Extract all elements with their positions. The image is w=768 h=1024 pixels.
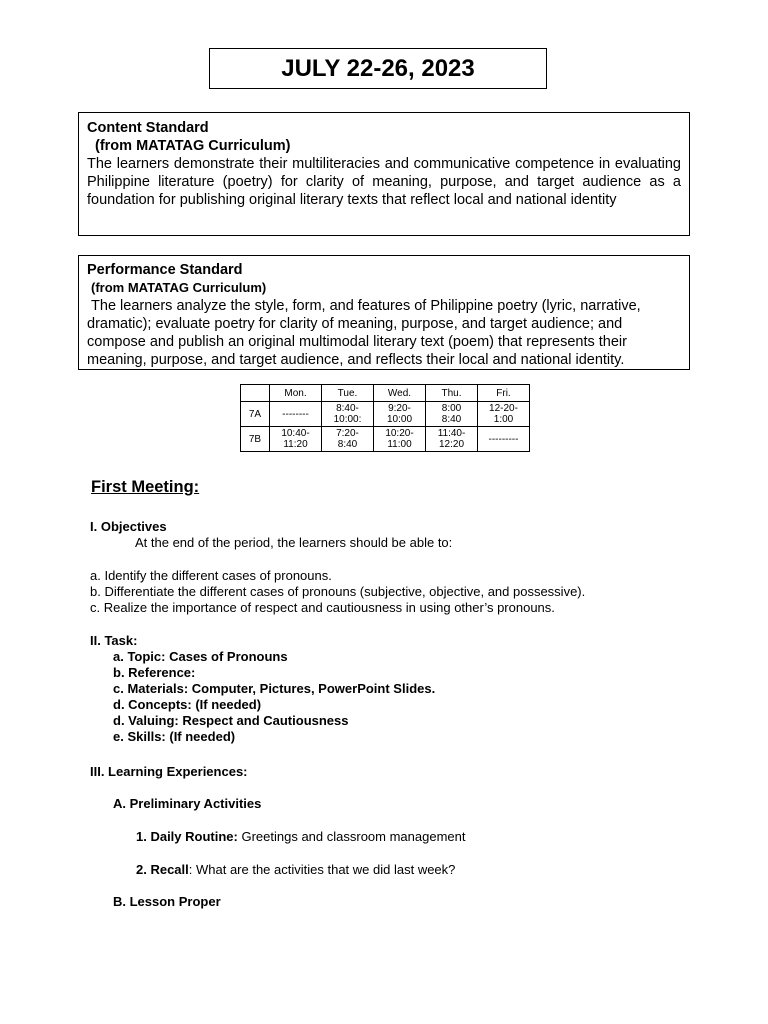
- schedule-cell: 11:40- 12:20: [426, 427, 478, 452]
- daily-routine-item: [136, 829, 465, 845]
- objectives-heading: I. Objectives: [90, 519, 167, 534]
- schedule-cell: 7:20- 8:40: [322, 427, 374, 452]
- schedule-row-7a: [241, 402, 530, 427]
- content-standard-body: The learners demonstrate their multiliteracies and communicative competence in evaluating Philippine literature (poetry) for clarity of meaning, purpose, and target audience as a foundation for publishing original literary texts that reflect local and national identity: [87, 156, 681, 208]
- objectives-section: [90, 519, 585, 616]
- performance-standard-heading: Performance Standard: [87, 262, 243, 278]
- schedule-table: [240, 384, 530, 452]
- learning-experiences-heading: III. Learning Experiences:: [90, 764, 248, 779]
- schedule-header-cell: Wed.: [374, 385, 426, 402]
- schedule-cell: --------: [270, 402, 322, 427]
- schedule-header-cell: Tue.: [322, 385, 374, 402]
- lesson-proper-heading: B. Lesson Proper: [113, 894, 221, 909]
- schedule-cell: 12-20- 1:00: [478, 402, 530, 427]
- schedule-cell: 7B: [241, 427, 270, 452]
- daily-routine-text: Greetings and classroom management: [237, 829, 466, 844]
- meeting-title: First Meeting:: [91, 478, 200, 496]
- schedule-header-cell: Mon.: [270, 385, 322, 402]
- schedule-header-row: [241, 385, 530, 402]
- schedule-cell: 8:40- 10:00:: [322, 402, 374, 427]
- schedule-header-cell: Fri.: [478, 385, 530, 402]
- date-title: JULY 22-26, 2023: [209, 48, 547, 89]
- performance-standard-body: The learners analyze the style, form, and features of Philippine poetry (lyric, narrative, dramatic); evaluate poetry for clarity of meaning, purpose, and target audience; and compose and publish an original multimodal literary text (poem) that represents their meaning, purpose, and target audience, and reflects their local and national identity.: [87, 298, 645, 368]
- objectives-intro: At the end of the period, the learners should be able to:: [135, 535, 453, 550]
- schedule-row-7b: [241, 427, 530, 452]
- objective-item: b. Differentiate the different cases of pronouns (subjective, objective, and possessive).: [90, 584, 586, 599]
- daily-routine-label: 1. Daily Routine:: [136, 829, 238, 844]
- schedule-cell: 8:00 8:40: [426, 402, 478, 427]
- recall-label: 2. Recall: [136, 862, 189, 877]
- objective-item: c. Realize the importance of respect and cautiousness in using other’s pronouns.: [90, 600, 555, 615]
- content-standard-source: (from MATATAG Curriculum): [95, 138, 291, 154]
- recall-item: [136, 862, 455, 878]
- task-item: c. Materials: Computer, Pictures, PowerPoint Slides.: [113, 681, 436, 696]
- task-item: a. Topic: Cases of Pronouns: [113, 649, 288, 664]
- task-item: e. Skills: (If needed): [113, 729, 236, 744]
- task-heading: II. Task:: [90, 633, 138, 648]
- schedule-header-cell: Thu.: [426, 385, 478, 402]
- content-standard-box: [78, 112, 690, 236]
- task-item: d. Valuing: Respect and Cautiousness: [113, 713, 349, 728]
- task-item: b. Reference:: [113, 665, 196, 680]
- schedule-cell: 9:20- 10:00: [374, 402, 426, 427]
- performance-standard-source: (from MATATAG Curriculum): [91, 280, 267, 295]
- schedule-cell: 10:40- 11:20: [270, 427, 322, 452]
- schedule-cell: ---------: [478, 427, 530, 452]
- recall-text: : What are the activities that we did last week?: [188, 862, 456, 877]
- schedule-cell: 7A: [241, 402, 270, 427]
- preliminary-activities-heading: A. Preliminary Activities: [113, 796, 262, 811]
- task-section: [90, 633, 435, 745]
- schedule-cell: 10:20- 11:00: [374, 427, 426, 452]
- content-standard-heading: Content Standard: [87, 120, 209, 136]
- schedule-header-cell: [241, 385, 270, 402]
- objective-item: a. Identify the different cases of pronouns.: [90, 568, 332, 583]
- performance-standard-box: [78, 255, 690, 370]
- task-item: d. Concepts: (If needed): [113, 697, 262, 712]
